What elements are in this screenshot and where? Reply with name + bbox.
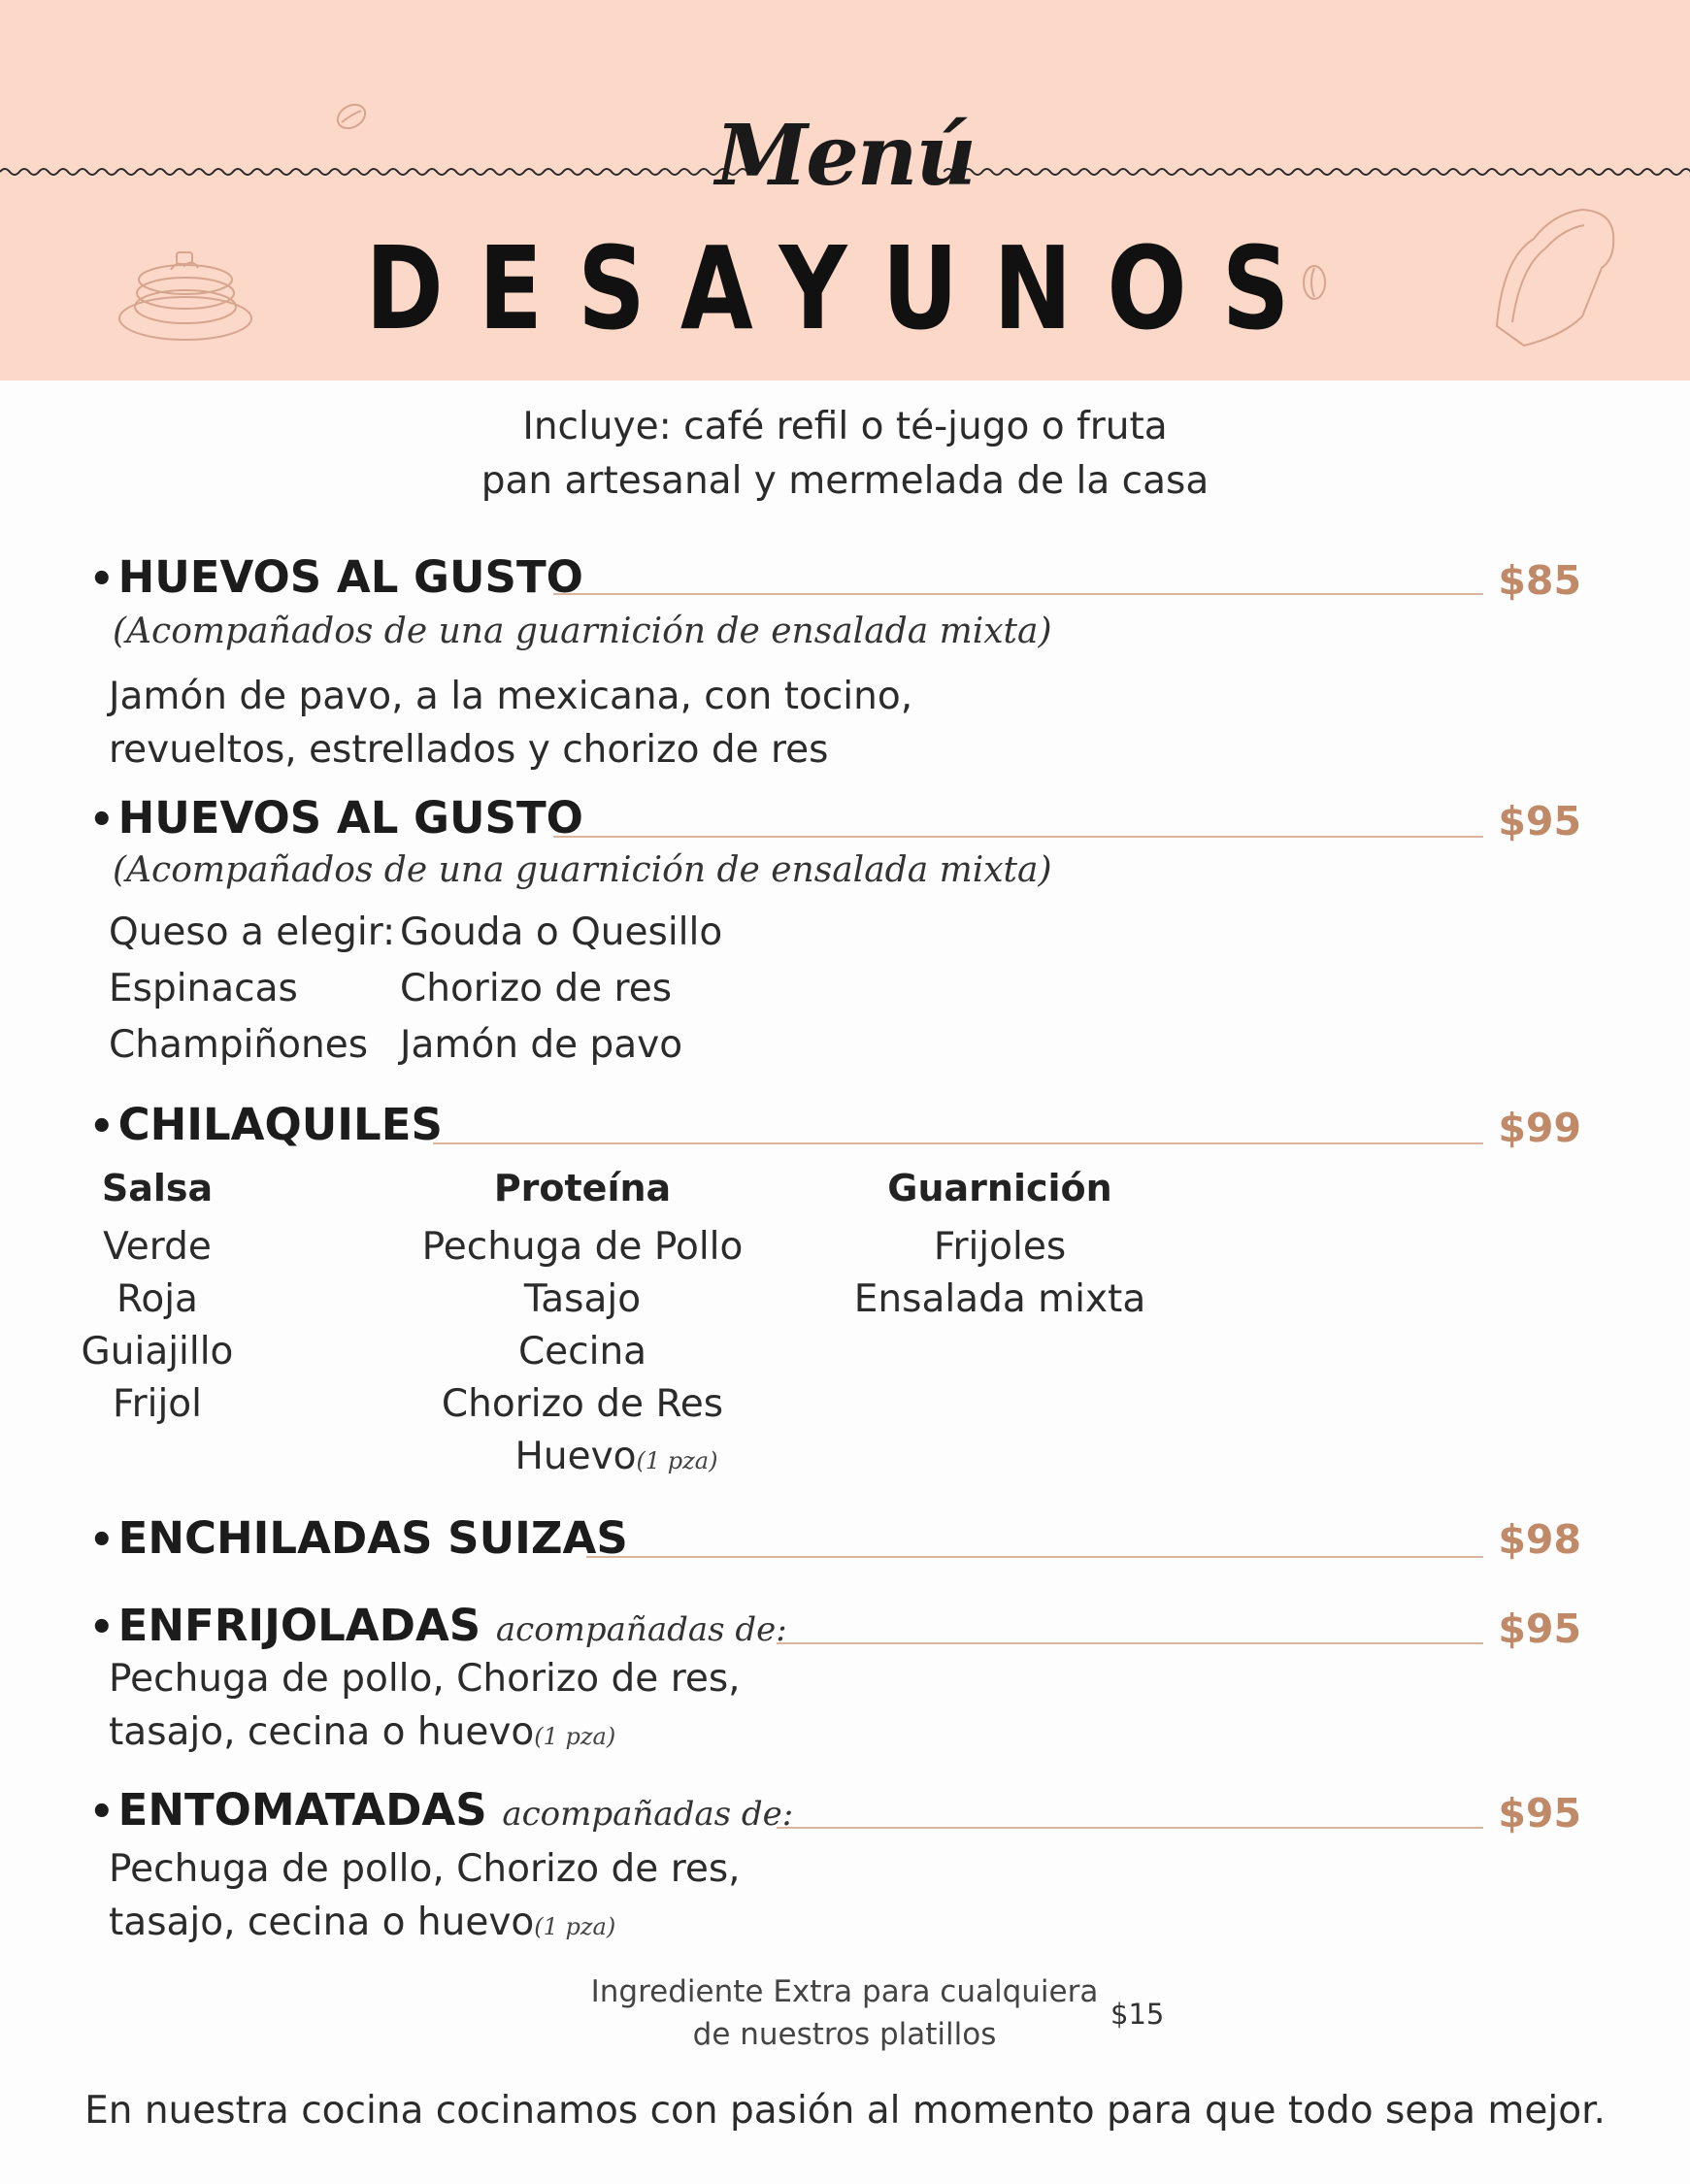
description-line: [109, 1705, 741, 1764]
menu-script-title: Menú: [715, 107, 975, 205]
menu-item-description: [109, 670, 912, 777]
menu-item-note: (Acompañados de una guarnición de ensalada mixta): [113, 612, 1052, 651]
option-value: Jamón de pavo: [400, 1023, 683, 1067]
menu-item-price: $99: [1498, 1105, 1581, 1151]
menu-item-name: ENTOMATADAS: [117, 1784, 487, 1836]
extra-ingredient-price: $15: [1110, 1998, 1165, 2031]
description-line: Pechuga de pollo, Chorizo de res,: [109, 1847, 741, 1891]
menu-item-price: $98: [1498, 1516, 1581, 1563]
option-value: Champiñones: [109, 1023, 369, 1067]
options-left-column: [109, 905, 395, 1074]
bullet-icon: •: [89, 798, 115, 843]
list-item: [408, 1431, 757, 1487]
column-header-guarnicion: Guarnición: [887, 1167, 1112, 1209]
option-value: Espinacas: [109, 967, 298, 1010]
list-item: Cecina: [517, 1330, 647, 1373]
quantity-note: (1 pza): [534, 1913, 616, 1940]
list-item: Pechuga de Pollo: [421, 1225, 744, 1269]
salsa-list: [60, 1221, 254, 1431]
menu-item-title: [89, 1099, 443, 1150]
leader-line: [777, 1827, 1483, 1829]
description-text: tasajo, cecina o huevo: [109, 1901, 535, 1944]
menu-item-name: HUEVOS AL GUSTO: [117, 551, 583, 603]
menu-item-price: $85: [1498, 557, 1581, 604]
guarnicion-list: [835, 1221, 1165, 1326]
bullet-icon: •: [89, 1518, 115, 1563]
menu-item-note: acompañadas de:: [502, 1795, 794, 1834]
quantity-note: (1 pza): [636, 1447, 718, 1474]
menu-item-name: ENFRIJOLADAS: [117, 1600, 481, 1651]
extra-line-2: de nuestros platillos: [692, 2017, 997, 2052]
menu-item-description: [109, 1652, 741, 1764]
list-item: Verde: [103, 1225, 212, 1269]
list-item: Tasajo: [523, 1277, 642, 1321]
leader-line: [553, 836, 1483, 838]
menu-item-name: CHILAQUILES: [117, 1099, 443, 1150]
footer-tagline: En nuestra cocina cocinamos con pasión al momento para que todo sepa mejor.: [84, 2089, 1606, 2133]
bullet-icon: •: [89, 1605, 115, 1650]
coffee-bean-icon: [330, 95, 373, 138]
option-value: Gouda o Quesillo: [400, 910, 723, 954]
menu-item-name: HUEVOS AL GUSTO: [117, 792, 583, 844]
list-item: Guiajillo: [81, 1330, 234, 1373]
header-banner: [0, 0, 1690, 381]
description-line: revueltos, estrellados y chorizo de res: [109, 728, 829, 772]
menu-item-price: $95: [1498, 1605, 1581, 1652]
bullet-icon: •: [89, 557, 115, 602]
list-item: Roja: [116, 1277, 198, 1321]
description-line: Jamón de pavo, a la mexicana, con tocino,: [109, 675, 913, 718]
menu-item-note: (Acompañados de una guarnición de ensalada mixta): [113, 850, 1052, 890]
menu-item-price: $95: [1498, 798, 1581, 844]
toast-icon: [1485, 200, 1621, 355]
options-right-column: [400, 905, 722, 1074]
coffee-bean-small-icon: [1297, 260, 1332, 305]
list-item-text: Huevo: [514, 1435, 637, 1478]
leader-line: [777, 1642, 1483, 1644]
bullet-icon: •: [89, 1790, 115, 1835]
menu-item-description: [109, 1842, 741, 1954]
description-line: [109, 1896, 741, 1954]
extra-line-1: Ingrediente Extra para cualquiera: [590, 1974, 1099, 2009]
menu-item-title: [89, 792, 583, 844]
proteina-list: [408, 1221, 757, 1487]
column-header-salsa: Salsa: [101, 1167, 214, 1209]
leader-line: [553, 593, 1483, 595]
bullet-icon: •: [89, 1105, 115, 1149]
list-item: Frijoles: [933, 1225, 1067, 1269]
option-value: Chorizo de res: [400, 967, 673, 1010]
menu-item-title: [89, 551, 583, 603]
list-item: Ensalada mixta: [853, 1277, 1146, 1321]
menu-item-title: [89, 1512, 628, 1564]
menu-item-title: [89, 1600, 787, 1651]
menu-item-name: ENCHILADAS SUIZAS: [117, 1512, 628, 1564]
extra-ingredient-note: [544, 1970, 1145, 2056]
column-header-proteina: Proteína: [493, 1167, 672, 1209]
leader-line: [433, 1142, 1483, 1144]
quantity-note: (1 pza): [534, 1723, 616, 1750]
pancakes-icon: [113, 241, 258, 347]
list-item: Frijol: [113, 1382, 202, 1426]
list-item: Chorizo de Res: [441, 1382, 724, 1426]
includes-text: [0, 400, 1690, 509]
leader-line: [586, 1556, 1483, 1558]
description-line: Pechuga de pollo, Chorizo de res,: [109, 1657, 741, 1701]
includes-line-2: pan artesanal y mermelada de la casa: [480, 459, 1210, 503]
menu-item-title: [89, 1784, 793, 1836]
option-label: Queso a elegir:: [109, 910, 396, 954]
menu-item-price: $95: [1498, 1790, 1581, 1837]
menu-item-note: acompañadas de:: [495, 1610, 787, 1649]
includes-line-1: Incluye: café refil o té-jugo o fruta: [522, 405, 1168, 448]
page-title: DESAYUNOS: [365, 221, 1325, 355]
description-text: tasajo, cecina o huevo: [109, 1710, 535, 1754]
